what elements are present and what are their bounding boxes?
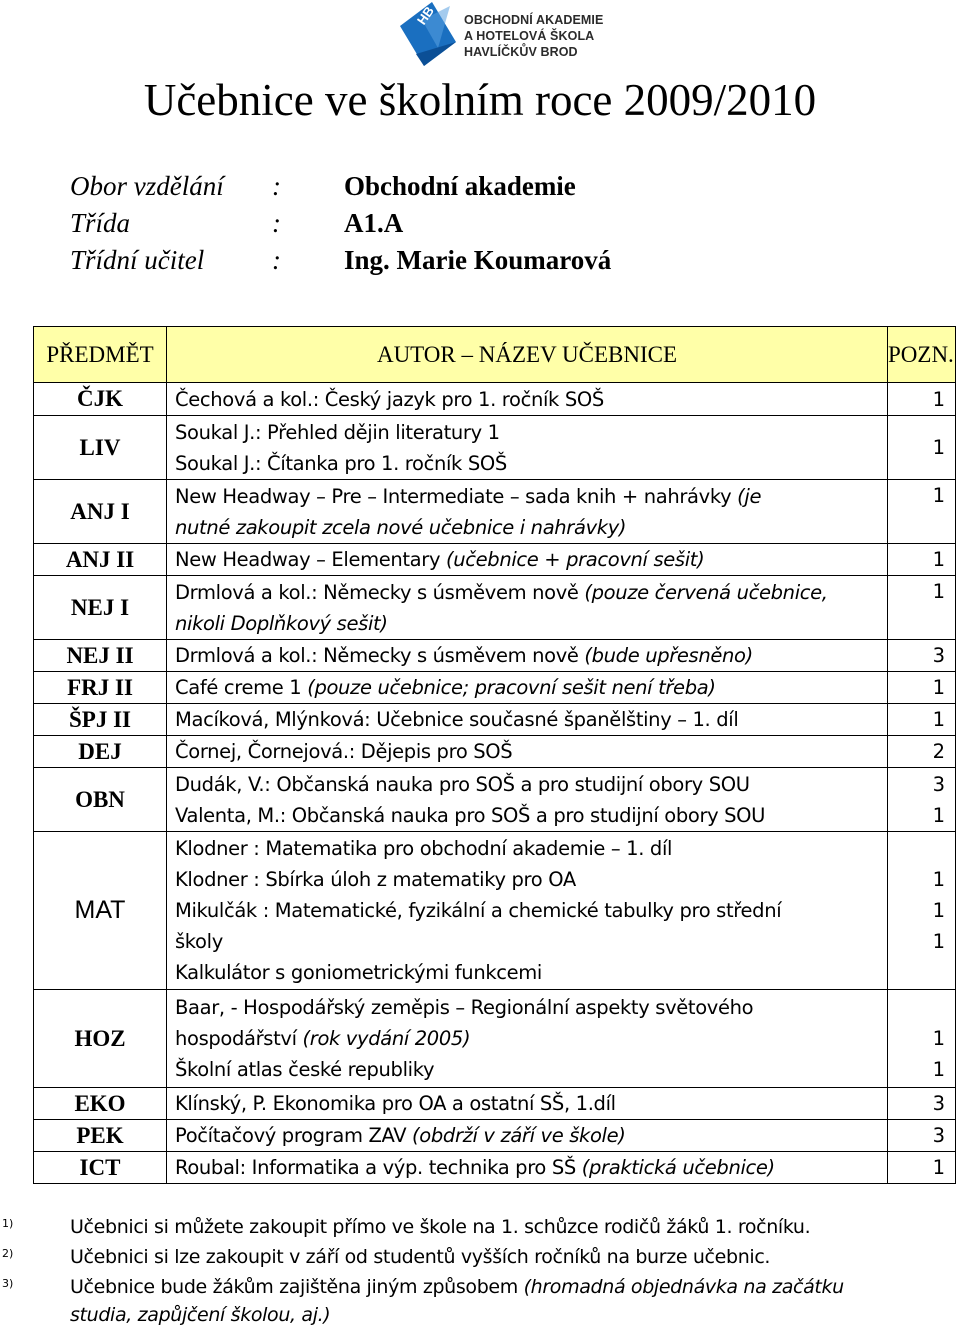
info-separator: : xyxy=(272,245,281,275)
note-cell xyxy=(888,990,956,1088)
note-value: 1 xyxy=(932,899,945,922)
note-cell: 1 xyxy=(888,480,956,544)
book-note-italic: (je xyxy=(737,484,762,508)
book-note-italic: (obdrží v září ve škole) xyxy=(412,1124,626,1147)
textbook-table xyxy=(33,326,956,1184)
book-line: Mikulčák : Matematické, fyzikální a chemické tabulky pro střední xyxy=(175,899,782,922)
subject-cell: PEK xyxy=(34,1120,167,1152)
note-cell: 1 xyxy=(888,383,956,416)
subject-cell: NEJ II xyxy=(34,640,167,672)
book-cell xyxy=(167,1088,888,1120)
table-row-nej2 xyxy=(34,640,956,672)
table-row-spj2 xyxy=(34,704,956,736)
table-row-anj1 xyxy=(34,480,956,544)
book-text: New Headway – Elementary xyxy=(175,548,446,571)
note-value: 3 xyxy=(932,772,945,796)
subject-cell: MAT xyxy=(34,832,167,990)
book-cell xyxy=(167,832,888,990)
logo-text-line: OBCHODNÍ AKADEMIE xyxy=(464,13,604,27)
info-value-teacher: Ing. Marie Koumarová xyxy=(344,245,612,275)
book-line: Soukal J.: Čítanka pro 1. ročník SOŠ xyxy=(175,451,507,475)
note-cell: 3 xyxy=(888,1088,956,1120)
note-cell: 3 xyxy=(888,1120,956,1152)
subject-cell: ICT xyxy=(34,1152,167,1184)
footnote-italic: (hromadná objednávka na začátku xyxy=(523,1276,844,1298)
book-cell xyxy=(167,736,888,768)
page-title: Učebnice ve školním roce 2009/2010 xyxy=(143,75,817,125)
footnote-text: Učebnici si můžete zakoupit přímo ve škole na 1. schůzce rodičů žáků 1. ročníku. xyxy=(70,1216,811,1238)
info-value-field: Obchodní akademie xyxy=(344,171,576,201)
book-line: Čornej, Čornejová.: Dějepis pro SOŠ xyxy=(175,740,513,763)
header-subject: PŘEDMĚT xyxy=(34,327,167,383)
book-text: Café creme 1 xyxy=(175,676,308,699)
footnote-number: 3) xyxy=(2,1277,14,1290)
table-header-row xyxy=(34,327,956,383)
table-row-eko xyxy=(34,1088,956,1120)
subject-cell: EKO xyxy=(34,1088,167,1120)
note-value: 1 xyxy=(932,803,945,827)
table-row-obn xyxy=(34,768,956,832)
note-cell: 1 xyxy=(888,544,956,576)
book-note-italic: (učebnice + pracovní sešit) xyxy=(446,548,705,571)
book-line: Kalkulátor s goniometrickými funkcemi xyxy=(175,961,542,984)
book-cell xyxy=(167,704,888,736)
note-cell xyxy=(888,768,956,832)
book-cell xyxy=(167,672,888,704)
book-cell xyxy=(167,1152,888,1184)
note-cell: 1 xyxy=(888,416,956,480)
info-separator: : xyxy=(272,208,281,238)
table-row-liv xyxy=(34,416,956,480)
table-row-hoz xyxy=(34,990,956,1088)
footnote-number: 2) xyxy=(2,1247,14,1260)
subject-cell: ČJK xyxy=(34,383,167,416)
footnote-italic: studia, zapůjčení školou, aj.) xyxy=(70,1304,331,1326)
book-cell xyxy=(167,640,888,672)
book-text: hospodářství xyxy=(175,1027,303,1050)
book-cell xyxy=(167,383,888,416)
book-cell xyxy=(167,576,888,640)
note-value: 1 xyxy=(932,868,945,891)
subject-cell: OBN xyxy=(34,768,167,832)
table-row-cjk xyxy=(34,383,956,416)
info-label-field: Obor vzdělání xyxy=(70,171,224,201)
subject-cell: ANJ II xyxy=(34,544,167,576)
logo-text-line: HAVLÍČKŮV BROD xyxy=(464,45,578,59)
book-line: Klodner : Matematika pro obchodní akademie – 1. díl xyxy=(175,837,673,860)
info-value-class: A1.A xyxy=(344,208,404,238)
book-note-italic: (pouze červená učebnice, xyxy=(584,580,828,604)
footnote-text: Učebnici si lze zakoupit v září od studentů vyšších ročníků na burze učebnic. xyxy=(70,1246,771,1268)
table-row-mat xyxy=(34,832,956,990)
info-label-teacher: Třídní učitel xyxy=(70,245,205,275)
note-cell: 1 xyxy=(888,704,956,736)
book-cell xyxy=(167,416,888,480)
footnote-text-part: Učebnice bude žákům zajištěna jiným způsobem xyxy=(70,1276,524,1298)
book-note-italic: nutné zakoupit zcela nové učebnice i nahrávky) xyxy=(175,515,627,539)
book-note-italic: (rok vydání 2005) xyxy=(302,1027,471,1050)
table-row-frj2 xyxy=(34,672,956,704)
book-text: Drmlová a kol.: Německy s úsměvem nově xyxy=(175,644,585,667)
book-line: Školní atlas české republiky xyxy=(175,1058,435,1081)
table-row-anj2 xyxy=(34,544,956,576)
table-row-ict xyxy=(34,1152,956,1184)
book-line: Macíková, Mlýnková: Učebnice současné španělštiny – 1. díl xyxy=(175,708,739,731)
book-cell xyxy=(167,480,888,544)
note-cell xyxy=(888,832,956,990)
book-note-italic: (bude upřesněno) xyxy=(584,644,753,667)
book-line: Klínský, P. Ekonomika pro OA a ostatní SŠ, 1.díl xyxy=(175,1092,616,1115)
book-cell xyxy=(167,768,888,832)
subject-cell: NEJ I xyxy=(34,576,167,640)
book-line: Valenta, M.: Občanská nauka pro SOŠ a pro studijní obory SOU xyxy=(175,803,766,827)
logo-badge: HB xyxy=(413,3,437,28)
table-row-dej xyxy=(34,736,956,768)
note-cell: 1 xyxy=(888,672,956,704)
book-text: Roubal: Informatika a výp. technika pro SŠ xyxy=(175,1156,582,1179)
info-separator: : xyxy=(272,171,281,201)
header-author-title: AUTOR – NÁZEV UČEBNICE xyxy=(167,327,888,383)
book-text: Drmlová a kol.: Německy s úsměvem nově xyxy=(175,580,585,604)
subject-cell: ANJ I xyxy=(34,480,167,544)
book-line: Dudák, V.: Občanská nauka pro SOŠ a pro studijní obory SOU xyxy=(175,772,750,796)
subject-cell: LIV xyxy=(34,416,167,480)
book-line: Čechová a kol.: Český jazyk pro 1. ročník SOŠ xyxy=(175,387,604,411)
footnote-text xyxy=(70,1272,844,1302)
book-note-italic: (praktická učebnice) xyxy=(581,1156,775,1179)
table-row-nej1 xyxy=(34,576,956,640)
subject-cell: ŠPJ II xyxy=(34,704,167,736)
book-note-italic: nikoli Doplňkový sešit) xyxy=(175,611,388,635)
book-line: Klodner : Sbírka úloh z matematiky pro OA xyxy=(175,868,576,891)
note-cell: 1 xyxy=(888,1152,956,1184)
subject-cell: FRJ II xyxy=(34,672,167,704)
table-row-pek xyxy=(34,1120,956,1152)
note-cell: 1 xyxy=(888,576,956,640)
school-logo xyxy=(398,2,604,68)
book-note-italic: (pouze učebnice; pracovní sešit není třeba) xyxy=(307,676,716,699)
note-cell: 3 xyxy=(888,640,956,672)
note-value: 1 xyxy=(932,1058,945,1081)
book-line: Baar, - Hospodářský zeměpis – Regionální aspekty světového xyxy=(175,996,754,1019)
note-cell: 2 xyxy=(888,736,956,768)
subject-cell: HOZ xyxy=(34,990,167,1088)
info-label-class: Třída xyxy=(70,208,131,238)
book-text: Počítačový program ZAV xyxy=(175,1124,413,1147)
header-note: POZN. xyxy=(888,327,956,383)
book-line: Soukal J.: Přehled dějin literatury 1 xyxy=(175,420,500,444)
book-cell xyxy=(167,990,888,1088)
book-text: New Headway – Pre – Intermediate – sada knih + nahrávky xyxy=(175,484,738,508)
book-line: školy xyxy=(175,930,223,953)
book-cell xyxy=(167,1120,888,1152)
note-value: 1 xyxy=(932,1027,945,1050)
book-cell xyxy=(167,544,888,576)
subject-cell: DEJ xyxy=(34,736,167,768)
logo-text-line: A HOTELOVÁ ŠKOLA xyxy=(464,29,595,43)
note-value: 1 xyxy=(932,930,945,953)
footnote-number: 1) xyxy=(2,1217,14,1230)
